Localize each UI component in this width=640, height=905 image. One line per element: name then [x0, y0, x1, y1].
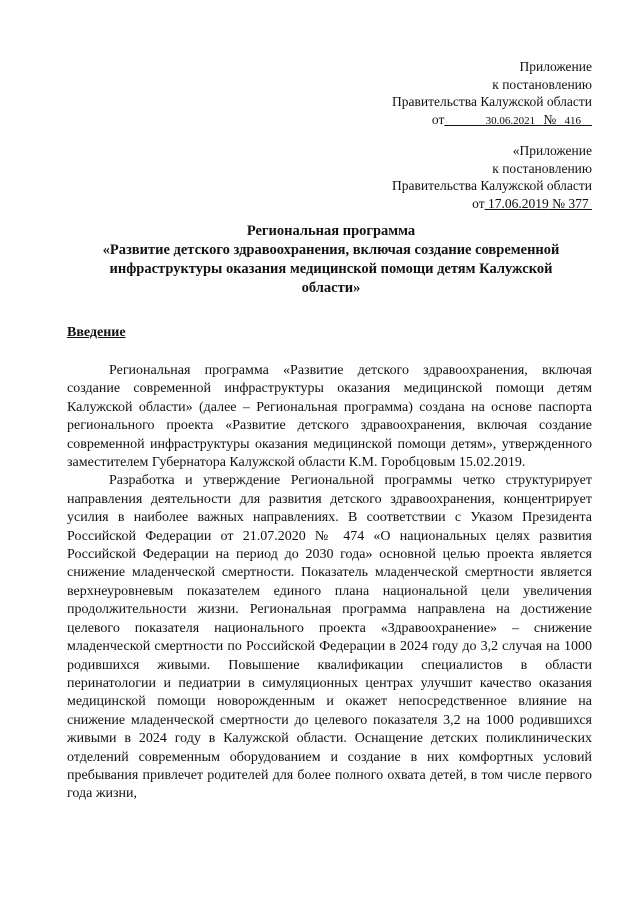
resolution-date: 17.06.2019: [487, 195, 549, 211]
appendix-date-number-line: [392, 111, 592, 131]
resolution-date: 30.06.2021: [485, 114, 536, 127]
paragraph: Региональная программа «Развитие детского здравоохранения, включая создание современной инфраструктуры оказания медицинской помощи детям Калужской области» (далее – Региональная программа) создана на основе паспорта регионального проекта «Развитие детского здравоохранения, включая создание современной инфраструктуры оказания медицинской помощи детям», утвержденного заместителем Губернатора Калужской области К.М. Горобцовым 15.02.2019.: [67, 363, 592, 471]
resolution-number: 377: [568, 195, 589, 211]
title-line: инфраструктуры оказания медицинской помощи детям Калужской: [109, 261, 553, 277]
appendix-date-number-line: [392, 195, 592, 213]
number-prefix: №: [552, 195, 565, 211]
title-line: Региональная программа: [246, 223, 416, 239]
program-title: [70, 222, 592, 298]
from-prefix: от: [431, 111, 445, 127]
paragraph: Разработка и утверждение Региональной программы четко структурирует направления деятельности для развития детского здравоохранения, концентрирует усилия в наиболее важных направлениях. В соответствии с Указом Президента Российской Федерации от 21.07.2020 № 474 «О национальных целях развития Российской Федерации на период до 2030 года» основной целью проекта является снижение младенческой смертности. Показатель младенческой смертности является верхнеуровневым показателем единого плана национальной цели увеличения продолжительности жизни. Региональная программа направлена на достижение целевого показателя национального проекта «Здравоохранение» – снижение младенческой смертности по Российской Федерации в 2024 году до 3,2 случая на 1000 родившихся живыми. Повышение квалификации специалистов в области перинатологии и педиатрии в симуляционных центрах улучшит качество оказания медицинской помощи новорожденным и окажет непосредственное влияние на снижение младенческой смертности до целевого показателя 3,2 на 1000 родившихся живыми в 2024 году в Калужской области. Оснащение детских поликлинических отделений современным оборудованием и создание в них комфортных условий пребывания привлечет родителей для более полного охвата детей, в том числе первого года жизни,: [67, 473, 592, 802]
appendix-label: «Приложение: [512, 143, 592, 158]
resolution-number: 416: [564, 114, 581, 127]
introduction-body: [67, 362, 592, 804]
number-prefix: №: [543, 111, 557, 127]
section-heading-introduction: Введение: [67, 325, 126, 340]
appendix-resolution-label: к постановлению: [492, 160, 592, 176]
appendix-government-label: Правительства Калужской области: [391, 178, 592, 193]
title-line: «Развитие детского здравоохранения, включая создание современной: [102, 242, 560, 258]
title-line: области»: [301, 280, 361, 296]
appendix-header-original: [392, 142, 592, 212]
appendix-government-label: Правительства Калужской области: [391, 94, 592, 109]
appendix-label: Приложение: [519, 59, 592, 74]
appendix-resolution-label: к постановлению: [492, 76, 592, 92]
from-prefix: от: [472, 195, 485, 211]
appendix-header-current: [392, 58, 592, 130]
